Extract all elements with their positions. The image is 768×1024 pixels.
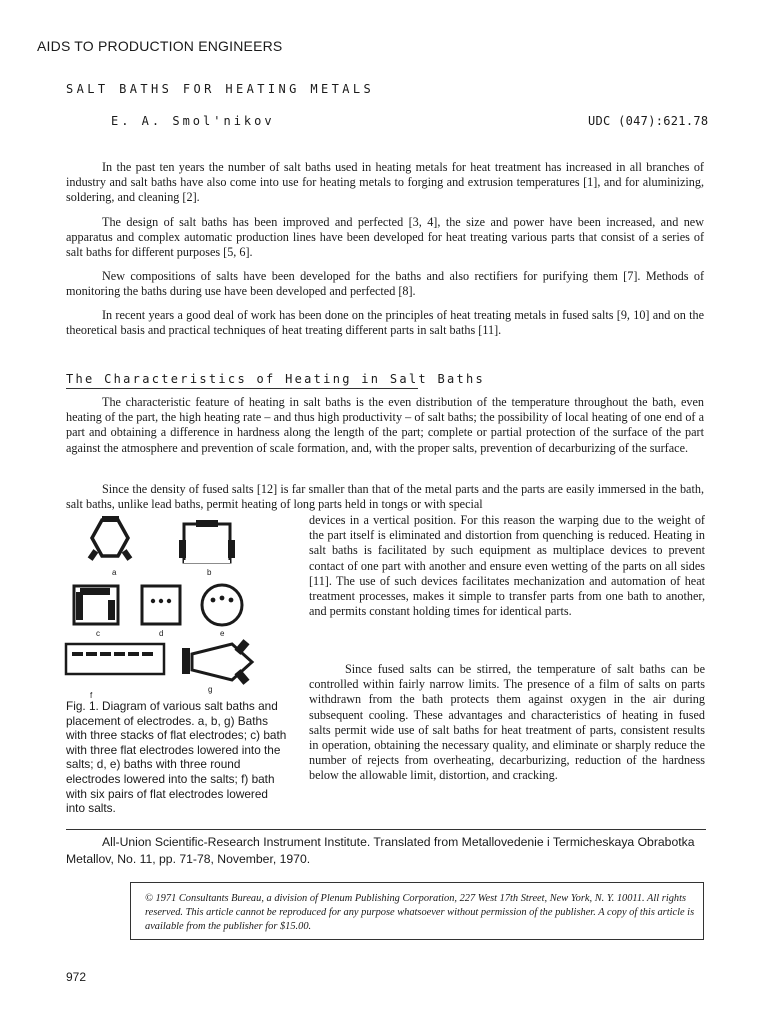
footnote: All-Union Scientific-Research Instrument Institute. Translated from Metallovedenie i Termicheskaya Obrabotka Metallov, No. 11, pp. 71-78, November, 1970. [66,835,695,866]
udc-code: UDC (047):621.78 [588,114,709,128]
intro-paragraph-2: The design of salt baths has been improved and perfected [3, 4], the size and power have been increased, and new apparatus and complex automatic production lines have been developed for heat treating various parts that consist of a series of salt baths for different purposes [5, 6]. [66,215,704,260]
fig-label-b: b [207,568,212,577]
article-title: SALT BATHS FOR HEATING METALS [66,82,375,96]
fig-label-c: c [96,629,100,638]
bath-e-drawing [202,585,242,625]
bath-d-drawing [142,586,180,624]
section-heading-underline [66,388,418,389]
intro-paragraph-3: New compositions of salts have been developed for the baths and also rectifiers for purifying them [7]. Methods of monitoring the baths during use have been developed and perfected [8]. [66,269,704,299]
fig-label-f: f [90,691,93,700]
section-paragraph-3: Since fused salts can be stirred, the temperature of salt baths can be controlled within fairly narrow limits. The presence of a film of salts on parts withdrawn from the bath protects them against oxygen in the air during subsequent cooling. These advantages and characteristics of heating in fused salts permit wide use of salt baths for heat treatment of parts, consistent results in operation, obtaining the necessary quality, and eliminate or sharply reduce the number of rejects from overheating, decarburizing, reduction of the hardness below the allowable limit, distortion, and cracking. [309,662,705,783]
figure-1-diagram [60,512,300,702]
page-number: 972 [66,970,87,984]
copyright-notice: © 1971 Consultants Bureau, a division of Plenum Publishing Corporation, 227 West 17th Street, New York, N. Y. 10011. All rights reserved. This article cannot be reproduced for any purpose whatsoever without permission of the publisher. A copy of this article is available from the publisher for $15.00. [145,893,695,932]
fig-label-a: a [112,568,117,577]
fig-label-g: g [208,685,213,694]
section-paragraph-2-full: Since the density of fused salts [12] is far smaller than that of the metal parts and the parts are easily immersed in the bath, salt baths, unlike lead baths, permit heating of long parts held in tongs or with special [66,482,704,512]
bath-g-drawing [182,639,252,685]
author: E. A. Smol'nikov [111,114,275,128]
fig-label-e: e [220,629,225,638]
bath-b-drawing [179,520,235,563]
bath-c-drawing [74,586,118,624]
footnote-rule [66,829,706,830]
copyright-box [130,882,704,940]
intro-paragraph-1: In the past ten years the number of salt baths used in heating metals for heat treatment has increased in all branches of industry and salt baths have also come into use for heating metals to forging and extrusion temperatures [1], and for aluminizing, soldering, and cleaning [2]. [66,160,704,205]
section-paragraph-2-column: devices in a vertical position. For this reason the warping due to the weight of the part itself is eliminated and distortion from quenching is reduced. Heating in salt baths is facilitated by such equipment as multiplace devices to prevent contact of one part with another and ensure even wetting of the parts on all sides [11]. The use of such devices facilitates mechanization and automation of heat treatment processes, makes it simple to transfer parts from one bath to another, and permits constant holding times for identical parts. [309,513,705,619]
bath-a-drawing [88,516,133,561]
section-paragraph-1: The characteristic feature of heating in salt baths is the even distribution of the temperature throughout the bath, even heating of the part, the high heating rate – and thus high productivity – of salt baths; the possibility of local heating of one end of a part and obtaining a difference in hardness along the length of the part; complete or partial protection of the surface of the part against the atmosphere and prevention of scale formation, and, with the proper salts, prevention of decarburizing of the surface. [66,395,704,455]
fig-label-d: d [159,629,164,638]
section-heading: The Characteristics of Heating in Salt Baths [66,372,486,386]
bath-f-drawing [66,644,164,674]
series-header: AIDS TO PRODUCTION ENGINEERS [37,38,283,54]
figure-caption: Fig. 1. Diagram of various salt baths and placement of electrodes. a, b, g) Baths with three stacks of flat electrodes; c) bath with three flat electrodes lowered into the salts; d, e) baths with three round electrodes lowered into the salts; f) bath with six pairs of flat electrodes lowered into salts. [66,699,287,816]
intro-paragraph-4: In recent years a good deal of work has been done on the principles of heat treating metals in fused salts [9, 10] and on the theoretical basis and practical techniques of heat treating different parts in salt baths [11]. [66,308,704,338]
